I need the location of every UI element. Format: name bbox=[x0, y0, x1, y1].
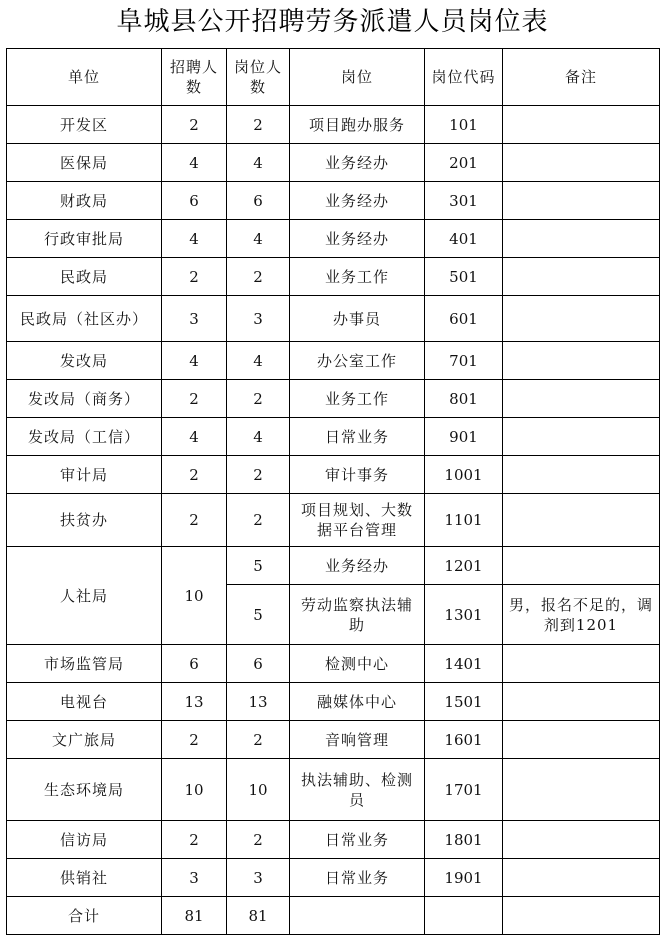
cell-recruit: 4 bbox=[162, 342, 227, 380]
cell-count: 10 bbox=[227, 759, 290, 821]
cell-unit: 文广旅局 bbox=[7, 721, 162, 759]
cell-post: 业务经办 bbox=[290, 220, 425, 258]
table-row bbox=[7, 859, 660, 897]
cell-code: 1401 bbox=[425, 645, 503, 683]
table-row bbox=[7, 418, 660, 456]
cell-note bbox=[503, 106, 660, 144]
cell-note bbox=[503, 258, 660, 296]
cell-code: 1901 bbox=[425, 859, 503, 897]
cell-post: 办事员 bbox=[290, 296, 425, 342]
cell-post: 审计事务 bbox=[290, 456, 425, 494]
cell-unit: 开发区 bbox=[7, 106, 162, 144]
cell-recruit: 2 bbox=[162, 721, 227, 759]
cell-recruit: 2 bbox=[162, 258, 227, 296]
cell-code: 1601 bbox=[425, 721, 503, 759]
cell-note bbox=[503, 380, 660, 418]
cell-post: 劳动监察执法辅助 bbox=[290, 585, 425, 645]
cell-recruit: 4 bbox=[162, 418, 227, 456]
table-row bbox=[7, 759, 660, 821]
cell-unit: 电视台 bbox=[7, 683, 162, 721]
cell-unit: 民政局 bbox=[7, 258, 162, 296]
table-row bbox=[7, 380, 660, 418]
table-row bbox=[7, 821, 660, 859]
cell-code: 501 bbox=[425, 258, 503, 296]
cell-recruit: 2 bbox=[162, 106, 227, 144]
cell-count: 13 bbox=[227, 683, 290, 721]
header-post-code: 岗位代码 bbox=[425, 49, 503, 106]
cell-post: 项目跑办服务 bbox=[290, 106, 425, 144]
cell-count: 2 bbox=[227, 106, 290, 144]
table-row bbox=[7, 220, 660, 258]
cell-post: 业务工作 bbox=[290, 258, 425, 296]
cell-count: 3 bbox=[227, 859, 290, 897]
cell-note bbox=[503, 220, 660, 258]
cell-count: 6 bbox=[227, 645, 290, 683]
total-recruit: 81 bbox=[162, 897, 227, 935]
header-post-count: 岗位人数 bbox=[227, 49, 290, 106]
cell-unit: 发改局（工信） bbox=[7, 418, 162, 456]
cell-unit: 财政局 bbox=[7, 182, 162, 220]
table-row bbox=[7, 182, 660, 220]
cell-recruit: 6 bbox=[162, 182, 227, 220]
table-row bbox=[7, 258, 660, 296]
table-row bbox=[7, 106, 660, 144]
cell-code: 601 bbox=[425, 296, 503, 342]
cell-post: 办公室工作 bbox=[290, 342, 425, 380]
cell-unit: 发改局 bbox=[7, 342, 162, 380]
cell-post: 业务工作 bbox=[290, 380, 425, 418]
total-label: 合计 bbox=[7, 897, 162, 935]
cell-code: 301 bbox=[425, 182, 503, 220]
table-row bbox=[7, 721, 660, 759]
cell-count: 4 bbox=[227, 144, 290, 182]
table-row bbox=[7, 342, 660, 380]
cell-unit: 信访局 bbox=[7, 821, 162, 859]
cell-recruit: 10 bbox=[162, 759, 227, 821]
cell-post: 检测中心 bbox=[290, 645, 425, 683]
cell-count: 5 bbox=[227, 585, 290, 645]
cell-code: 1701 bbox=[425, 759, 503, 821]
cell-post: 日常业务 bbox=[290, 418, 425, 456]
header-remarks: 备注 bbox=[503, 49, 660, 106]
cell-post: 日常业务 bbox=[290, 859, 425, 897]
cell-recruit: 3 bbox=[162, 859, 227, 897]
cell-recruit: 2 bbox=[162, 494, 227, 547]
total-post-empty bbox=[290, 897, 425, 935]
table-row bbox=[7, 296, 660, 342]
cell-count: 2 bbox=[227, 821, 290, 859]
cell-note bbox=[503, 456, 660, 494]
cell-note bbox=[503, 494, 660, 547]
cell-note bbox=[503, 721, 660, 759]
cell-code: 201 bbox=[425, 144, 503, 182]
cell-code: 401 bbox=[425, 220, 503, 258]
cell-code: 1501 bbox=[425, 683, 503, 721]
cell-recruit: 3 bbox=[162, 296, 227, 342]
cell-recruit: 2 bbox=[162, 380, 227, 418]
cell-post: 执法辅助、检测员 bbox=[290, 759, 425, 821]
cell-code: 1801 bbox=[425, 821, 503, 859]
cell-unit: 民政局（社区办） bbox=[7, 296, 162, 342]
cell-count: 2 bbox=[227, 721, 290, 759]
cell-count: 4 bbox=[227, 342, 290, 380]
cell-count: 2 bbox=[227, 456, 290, 494]
page-title: 阜城县公开招聘劳务派遣人员岗位表 bbox=[116, 7, 549, 37]
cell-count: 2 bbox=[227, 258, 290, 296]
cell-post: 业务经办 bbox=[290, 144, 425, 182]
cell-note bbox=[503, 296, 660, 342]
cell-note bbox=[503, 645, 660, 683]
cell-count: 6 bbox=[227, 182, 290, 220]
cell-note bbox=[503, 418, 660, 456]
cell-unit: 行政审批局 bbox=[7, 220, 162, 258]
cell-post: 融媒体中心 bbox=[290, 683, 425, 721]
cell-code: 1101 bbox=[425, 494, 503, 547]
cell-note bbox=[503, 759, 660, 821]
header-post: 岗位 bbox=[290, 49, 425, 106]
header-unit: 单位 bbox=[7, 49, 162, 106]
cell-unit: 市场监管局 bbox=[7, 645, 162, 683]
cell-note bbox=[503, 547, 660, 585]
cell-code: 1001 bbox=[425, 456, 503, 494]
cell-recruit: 2 bbox=[162, 821, 227, 859]
cell-count: 2 bbox=[227, 494, 290, 547]
cell-unit: 供销社 bbox=[7, 859, 162, 897]
positions-table bbox=[6, 48, 660, 935]
cell-code: 1301 bbox=[425, 585, 503, 645]
cell-note bbox=[503, 144, 660, 182]
cell-code: 101 bbox=[425, 106, 503, 144]
cell-code: 901 bbox=[425, 418, 503, 456]
cell-note bbox=[503, 182, 660, 220]
table-row bbox=[7, 683, 660, 721]
cell-post: 业务经办 bbox=[290, 182, 425, 220]
cell-code: 701 bbox=[425, 342, 503, 380]
cell-recruit: 10 bbox=[162, 547, 227, 645]
cell-recruit: 4 bbox=[162, 144, 227, 182]
cell-post: 音响管理 bbox=[290, 721, 425, 759]
cell-unit: 人社局 bbox=[7, 547, 162, 645]
table-row bbox=[7, 456, 660, 494]
total-code-empty bbox=[425, 897, 503, 935]
cell-unit: 医保局 bbox=[7, 144, 162, 182]
table-row bbox=[7, 645, 660, 683]
cell-note bbox=[503, 821, 660, 859]
cell-count: 2 bbox=[227, 380, 290, 418]
cell-count: 4 bbox=[227, 418, 290, 456]
total-count: 81 bbox=[227, 897, 290, 935]
cell-note bbox=[503, 342, 660, 380]
total-row bbox=[7, 897, 660, 935]
cell-count: 5 bbox=[227, 547, 290, 585]
cell-recruit: 4 bbox=[162, 220, 227, 258]
table-row bbox=[7, 547, 660, 585]
cell-recruit: 6 bbox=[162, 645, 227, 683]
cell-note bbox=[503, 683, 660, 721]
cell-code: 801 bbox=[425, 380, 503, 418]
header-recruit-count: 招聘人数 bbox=[162, 49, 227, 106]
cell-post: 日常业务 bbox=[290, 821, 425, 859]
cell-code: 1201 bbox=[425, 547, 503, 585]
cell-recruit: 2 bbox=[162, 456, 227, 494]
cell-unit: 扶贫办 bbox=[7, 494, 162, 547]
table-row bbox=[7, 144, 660, 182]
cell-unit: 审计局 bbox=[7, 456, 162, 494]
cell-post: 业务经办 bbox=[290, 547, 425, 585]
cell-recruit: 13 bbox=[162, 683, 227, 721]
cell-unit: 生态环境局 bbox=[7, 759, 162, 821]
cell-count: 3 bbox=[227, 296, 290, 342]
cell-unit: 发改局（商务） bbox=[7, 380, 162, 418]
cell-post: 项目规划、大数据平台管理 bbox=[290, 494, 425, 547]
table-row bbox=[7, 494, 660, 547]
cell-count: 4 bbox=[227, 220, 290, 258]
cell-note: 男，报名不足的，调剂到1201 bbox=[503, 585, 660, 645]
table-header-row bbox=[7, 49, 660, 106]
cell-note bbox=[503, 859, 660, 897]
total-note-empty bbox=[503, 897, 660, 935]
